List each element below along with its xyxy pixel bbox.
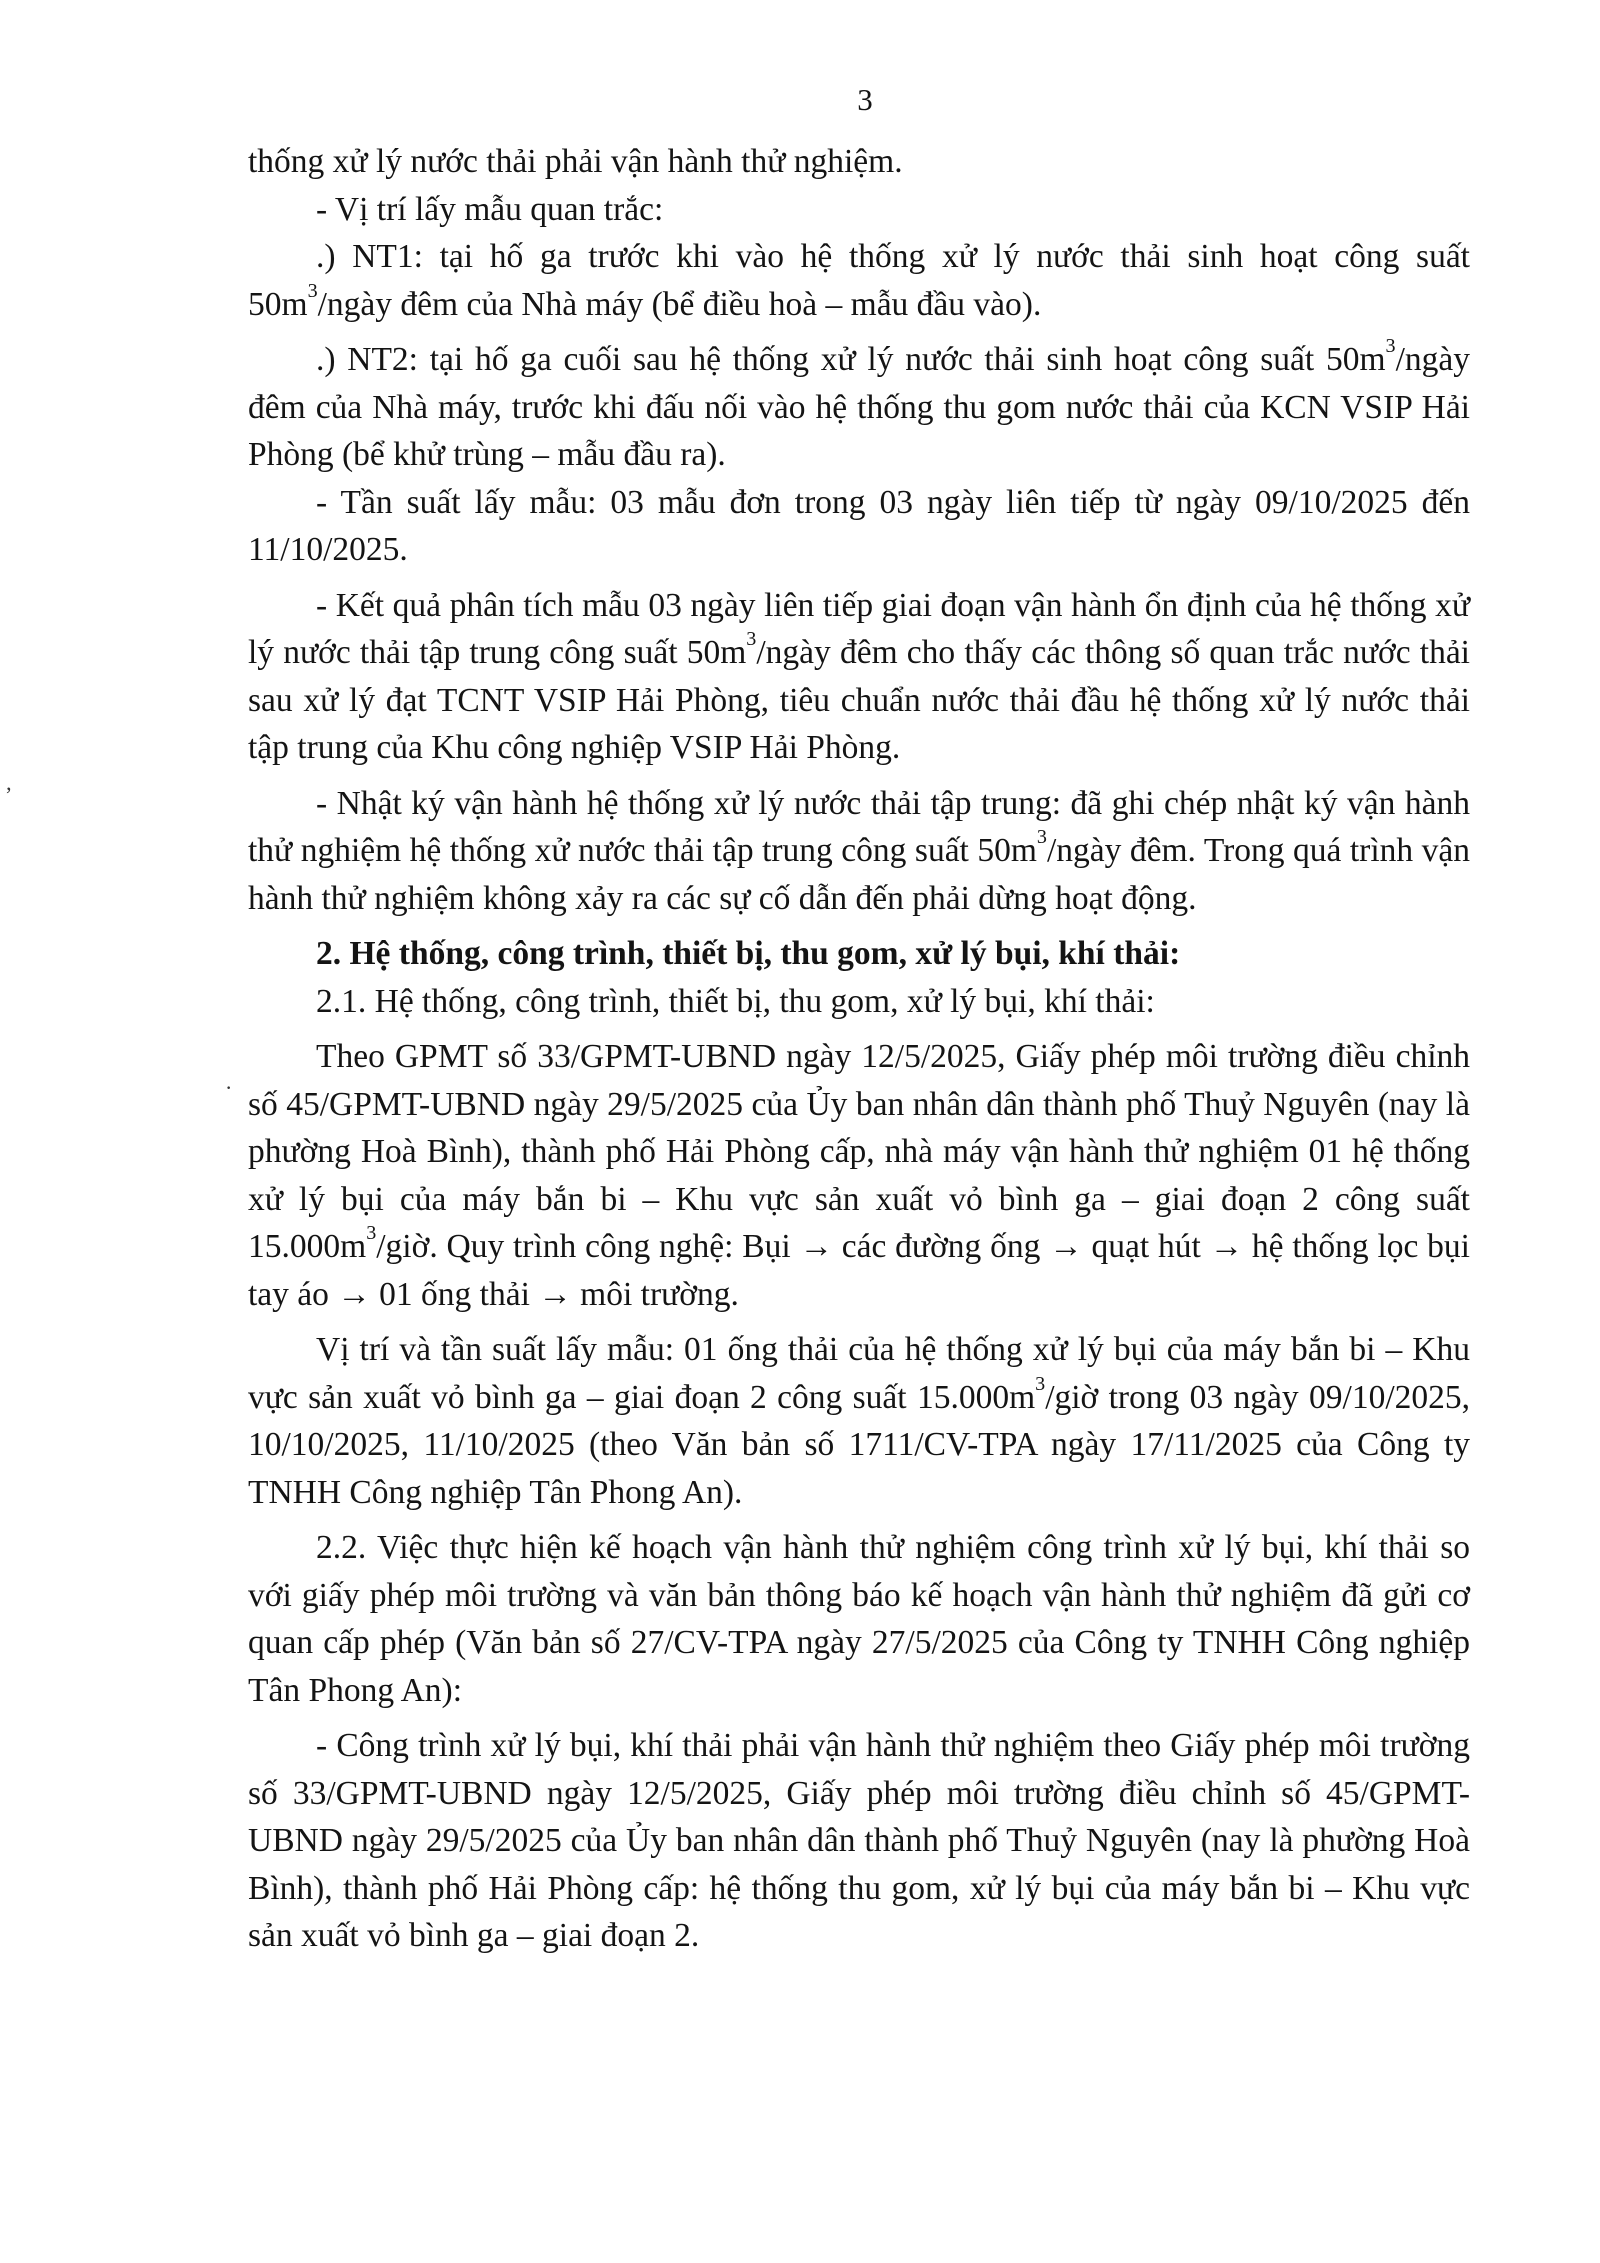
- paragraph: - Tần suất lấy mẫu: 03 mẫu đơn trong 03 ngày liên tiếp từ ngày 09/10/2025 đến 11/10/2025.: [248, 483, 1470, 568]
- paragraph: - Công trình xử lý bụi, khí thải phải vận hành thử nghiệm theo Giấy phép môi trường số 33/GPMT-UBND ngày 12/5/2025, Giấy phép môi trường điều chỉnh số 45/GPMT-UBND ngày 29/5/2025 của Ủy ban nhân dân thành phố Thuỷ Nguyên (nay là phường Hoà Bình), thành phố Hải Phòng cấp: hệ thống thu gom, xử lý bụi của máy bắn bi – Khu vực sản xuất vỏ bình ga – giai đoạn 2.: [248, 1727, 1470, 1954]
- paragraph: [248, 233, 1470, 328]
- paragraph-text: /ngày đêm cho thấy các thông số quan trắc nước thải sau xử lý đạt TCNT VSIP Hải Phòng, tiêu chuẩn nước thải đầu hệ thống xử lý nước thải tập trung của Khu công nghiệp VSIP Hải Phòng.: [248, 634, 1470, 766]
- superscript: 3: [1035, 1372, 1046, 1395]
- paragraph-text: Vị trí và tần suất lấy mẫu: 01 ống thải của hệ thống xử lý bụi của máy bắn bi – Khu vực sản xuất vỏ bình ga – giai đoạn 2 công suất 15.000m: [248, 1331, 1470, 1416]
- paragraph-text: /ngày đêm của Nhà máy (bể điều hoà – mẫu đầu vào).: [317, 285, 1042, 323]
- superscript: 3: [1385, 334, 1396, 357]
- paragraph: thống xử lý nước thải phải vận hành thử nghiệm.: [248, 143, 903, 180]
- document-body: [248, 138, 1470, 1960]
- paragraph: [248, 582, 1470, 772]
- paragraph-text: /giờ. Quy trình công nghệ: Bụi → các đường ống → quạt hút → hệ thống lọc bụi tay áo → 01 ống thải → môi trường.: [248, 1228, 1470, 1313]
- paragraph-text: Theo GPMT số 33/GPMT-UBND ngày 12/5/2025, Giấy phép môi trường điều chỉnh số 45/GPMT-UBND ngày 29/5/2025 của Ủy ban nhân dân thành phố Thuỷ Nguyên (nay là phường Hoà Bình), thành phố Hải Phòng cấp, nhà máy vận hành thử nghiệm 01 hệ thống xử lý bụi của máy bắn bi – Khu vực sản xuất vỏ bình ga – giai đoạn 2 công suất 15.000m: [248, 1038, 1470, 1265]
- superscript: 3: [1036, 825, 1047, 848]
- paragraph: 2.1. Hệ thống, công trình, thiết bị, thu gom, xử lý bụi, khí thải:: [316, 982, 1155, 1020]
- paragraph: 2.2. Việc thực hiện kế hoạch vận hành thử nghiệm công trình xử lý bụi, khí thải so với giấy phép môi trường và văn bản thông báo kế hoạch vận hành thử nghiệm đã gửi cơ quan cấp phép (Văn bản số 27/CV-TPA ngày 27/5/2025 của Công ty TNHH Công nghiệp Tân Phong An):: [248, 1529, 1470, 1709]
- scan-mark: ‚: [5, 770, 13, 795]
- paragraph-text: /giờ trong 03 ngày 09/10/2025, 10/10/2025, 11/10/2025 (theo Văn bản số 1711/CV-TPA ngày 17/11/2025 của Công ty TNHH Công nghiệp Tân Phong An).: [248, 1378, 1470, 1511]
- paragraph: - Vị trí lấy mẫu quan trắc:: [316, 190, 664, 228]
- superscript: 3: [366, 1221, 377, 1244]
- paragraph: [248, 336, 1470, 479]
- paragraph-text: - Kết quả phân tích mẫu 03 ngày liên tiếp giai đoạn vận hành ổn định của hệ thống xử lý nước thải tập trung công suất 50m: [248, 586, 1470, 671]
- paragraph: [248, 780, 1470, 923]
- paragraph-text: - Nhật ký vận hành hệ thống xử lý nước thải tập trung: đã ghi chép nhật ký vận hành thử nghiệm hệ thống xử nước thải tập trung công suất 50m: [248, 784, 1470, 869]
- paragraph: [248, 1033, 1470, 1318]
- paragraph-text: /ngày đêm của Nhà máy, trước khi đấu nối vào hệ thống thu gom nước thải của KCN VSIP Hải Phòng (bể khử trùng – mẫu đầu ra).: [248, 341, 1470, 473]
- paragraph: [248, 1326, 1470, 1516]
- paragraph-text: .) NT2: tại hố ga cuối sau hệ thống xử lý nước thải sinh hoạt công suất 50m: [316, 341, 1386, 378]
- paragraph-text: .) NT1: tại hố ga trước khi vào hệ thống xử lý nước thải sinh hoạt công suất 50m: [248, 238, 1470, 323]
- section-heading: 2. Hệ thống, công trình, thiết bị, thu gom, xử lý bụi, khí thải:: [316, 935, 1181, 972]
- superscript: 3: [746, 627, 757, 650]
- paragraph-text: /ngày đêm. Trong quá trình vận hành thử nghiệm không xảy ra các sự cố dẫn đến phải dừng hoạt động.: [248, 832, 1470, 917]
- page-number: 3: [857, 82, 873, 117]
- scan-mark: ·: [225, 1075, 233, 1100]
- superscript: 3: [307, 279, 318, 302]
